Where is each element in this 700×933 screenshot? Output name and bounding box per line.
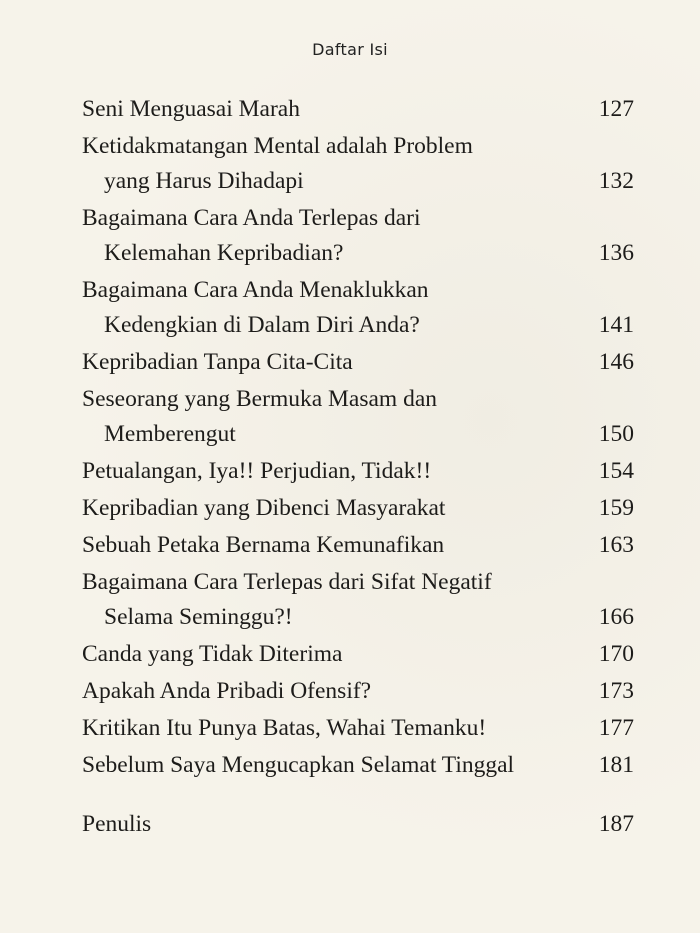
toc-entry [82, 528, 634, 563]
table-of-contents [82, 92, 634, 844]
toc-entry [82, 129, 634, 199]
toc-entry-page: 127 [598, 96, 634, 122]
toc-entry-page: 187 [598, 811, 634, 837]
toc-entry-page: 173 [598, 678, 634, 704]
toc-entry-title: Petualangan, Iya!! Perjudian, Tidak!! [82, 458, 432, 484]
toc-entry-title: Sebuah Petaka Bernama Kemunafikan [82, 532, 445, 558]
toc-entry-page: 150 [598, 421, 634, 447]
toc-entry-title-continued: Kelemahan Kepribadian? [104, 240, 344, 266]
toc-entry-title-continued: Kedengkian di Dalam Diri Anda? [104, 312, 420, 338]
running-head-title: Daftar Isi [312, 40, 388, 59]
toc-entry-page: 163 [598, 532, 634, 558]
toc-entry-title-continued: Memberengut [104, 421, 236, 447]
toc-entry-title-continued: yang Harus Dihadapi [104, 168, 304, 194]
toc-entry [82, 201, 634, 271]
toc-entry [82, 491, 634, 526]
toc-entry-page: 141 [598, 312, 634, 338]
toc-entry-title: Apakah Anda Pribadi Ofensif? [82, 678, 372, 704]
toc-entry-title: Penulis [82, 811, 152, 837]
toc-entry-page: 136 [598, 240, 634, 266]
toc-entry [82, 382, 634, 452]
toc-entry-title: Seni Menguasai Marah [82, 96, 300, 122]
toc-entry-page: 181 [598, 752, 634, 778]
toc-entry [82, 345, 634, 380]
toc-entry-page: 132 [598, 168, 634, 194]
toc-entry [82, 92, 634, 127]
toc-entry-title: Seseorang yang Bermuka Masam dan [82, 386, 438, 412]
toc-entry-title: Ketidakmatangan Mental adalah Problem [82, 133, 473, 159]
toc-entry-page: 177 [598, 715, 634, 741]
toc-entry [82, 273, 634, 343]
toc-entry [82, 454, 634, 489]
toc-entry-page: 146 [598, 349, 634, 375]
toc-entry-title: Bagaimana Cara Anda Terlepas dari [82, 205, 421, 231]
toc-entry-title: Bagaimana Cara Anda Menaklukkan [82, 277, 429, 303]
toc-entry [82, 565, 634, 635]
toc-entry-title: Kepribadian yang Dibenci Masyarakat [82, 495, 446, 521]
toc-entry-page: 166 [598, 604, 634, 630]
toc-entry-page: 170 [598, 641, 634, 667]
toc-entry [82, 674, 634, 709]
toc-entry-author [82, 807, 634, 842]
toc-entry-page: 154 [598, 458, 634, 484]
toc-entry-title-continued: Selama Seminggu?! [104, 604, 293, 630]
toc-entry-title: Bagaimana Cara Terlepas dari Sifat Negatif [82, 569, 492, 595]
toc-entry-title: Sebelum Saya Mengucapkan Selamat Tinggal [82, 752, 515, 778]
toc-entry-title: Kritikan Itu Punya Batas, Wahai Temanku! [82, 715, 487, 741]
toc-entry [82, 748, 634, 783]
toc-entry [82, 637, 634, 672]
toc-entry-title: Kepribadian Tanpa Cita-Cita [82, 349, 353, 375]
toc-entry-page: 159 [598, 495, 634, 521]
toc-entry [82, 711, 634, 746]
toc-entry-title: Canda yang Tidak Diterima [82, 641, 343, 667]
